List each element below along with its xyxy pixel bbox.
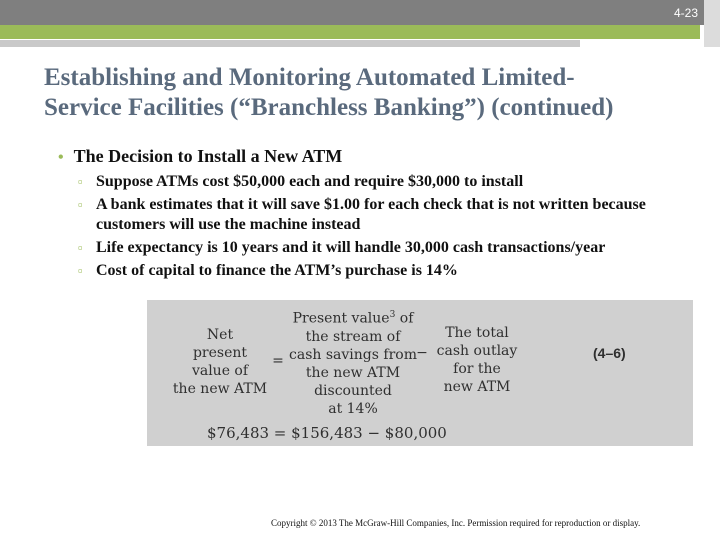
square-bullet-icon: ▫ [78,240,83,255]
formula-minus: − [416,345,428,361]
formula-middle-term: Present value$^3$ of the stream of cash savings from the new ATM discounted at 14% [289,310,417,417]
formula-right-term: The total cash outlay for the new ATM [436,325,518,395]
sub-bullet-list [78,172,698,284]
bullet-dot-icon: • [58,149,64,166]
sub-bullet: ▫ Life expectancy is 10 years and it will handle 30,000 cash transactions/year [78,239,606,256]
slide-title [44,63,694,123]
formula-numeric-result: $76,483 = $156,483 − $80,000 [207,424,447,442]
accent-gap [700,25,704,39]
square-bullet-icon: ▫ [78,263,83,278]
formula-equals: = [272,353,284,369]
title-line-1: Establishing and Monitoring Automated Limited- [44,64,575,91]
title-line-2: Service Facilities (“Branchless Banking”) (continued) [44,94,614,121]
square-bullet-icon: ▫ [78,197,83,212]
sub-bullet: ▫ A bank estimates that it will save $1.00 for each check that is not written because customers will use the machine instead [78,196,646,233]
sub-bullet: ▫ Suppose ATMs cost $50,000 each and require $30,000 to install [78,173,524,190]
copyright-footer: Copyright © 2013 The McGraw-Hill Companies, Inc. Permission required for reproduction or display. [271,518,641,528]
npv-formula-figure [147,300,693,446]
equation-number: (4–6) [593,345,626,361]
formula-left-term: Net present value of the new ATM [172,327,268,397]
divider-bar [0,40,580,47]
main-bullet-text: The Decision to Install a New ATM [73,146,343,166]
square-bullet-icon: ▫ [78,174,83,189]
header-bar [0,0,720,25]
header-corner [704,0,720,47]
slide-number: 4-23 [673,6,698,20]
main-bullet [58,146,342,167]
accent-bar [0,25,700,39]
sub-bullet: ▫ Cost of capital to finance the ATM’s purchase is 14% [78,262,458,279]
